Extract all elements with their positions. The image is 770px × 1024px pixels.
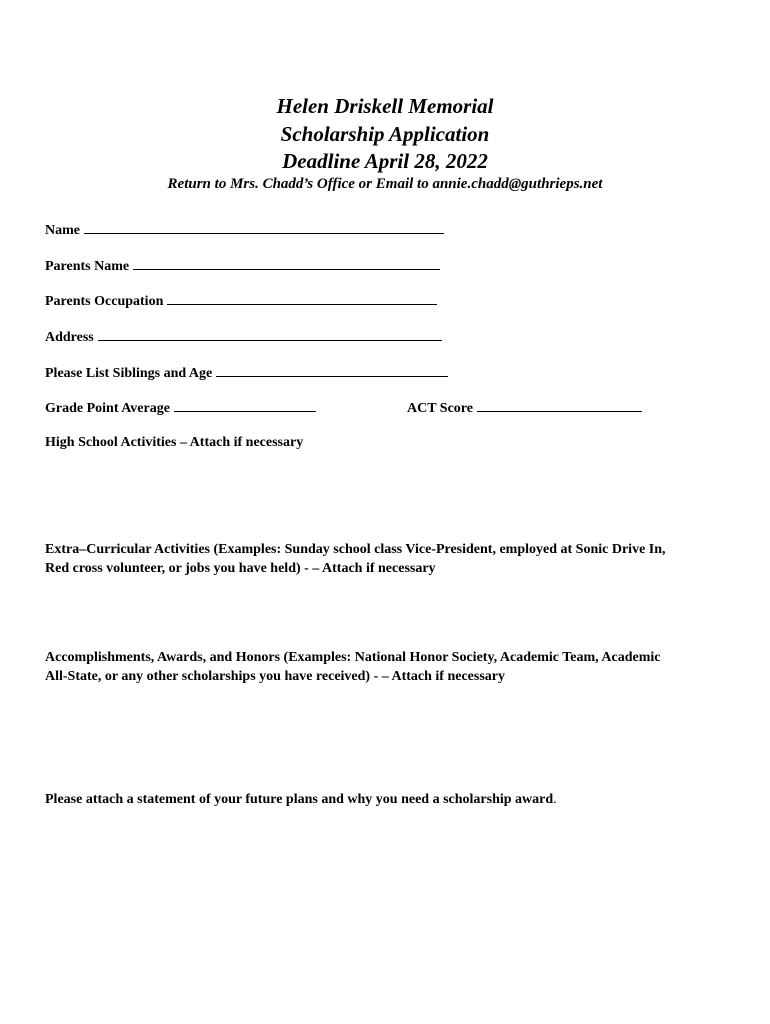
name-row [45, 220, 444, 239]
parents-name-row [45, 256, 440, 275]
accomplishments-line-1: Accomplishments, Awards, and Honors (Examples: National Honor Society, Academic Team, Academic [45, 650, 661, 665]
address-row [45, 327, 442, 346]
parents-occupation-row [45, 291, 437, 310]
parents-occupation-label: Parents Occupation [45, 294, 164, 309]
gpa-blank-line[interactable] [174, 398, 316, 412]
siblings-row [45, 363, 448, 382]
accomplishments-line-2: All-State, or any other scholarships you have received) - – Attach if necessary [45, 669, 506, 684]
act-row [407, 398, 642, 417]
siblings-label: Please List Siblings and Age [45, 366, 213, 381]
accomplishments-heading [45, 648, 735, 686]
parents-occupation-blank-line[interactable] [167, 291, 437, 305]
address-label: Address [45, 330, 94, 345]
extracurricular-heading [45, 540, 735, 578]
name-blank-line[interactable] [84, 220, 444, 234]
parents-name-blank-line[interactable] [133, 256, 440, 270]
parents-name-label: Parents Name [45, 259, 130, 274]
act-label: ACT Score [407, 401, 473, 416]
address-blank-line[interactable] [98, 327, 442, 341]
high-school-activities-heading: High School Activities – Attach if necessary [45, 435, 304, 450]
title-line-1: Helen Driskell Memorial [276, 94, 494, 118]
name-label: Name [45, 223, 80, 238]
form-title [0, 93, 770, 176]
future-plans-statement [45, 790, 735, 809]
extracurricular-line-2: Red cross volunteer, or jobs you have held) - – Attach if necessary [45, 561, 436, 576]
gpa-row [45, 398, 316, 417]
future-plans-period: . [553, 792, 557, 807]
return-instructions: Return to Mrs. Chadd’s Office or Email to annie.chadd@guthrieps.net [167, 176, 603, 192]
act-blank-line[interactable] [477, 398, 642, 412]
gpa-label: Grade Point Average [45, 401, 170, 416]
extracurricular-line-1: Extra–Curricular Activities (Examples: Sunday school class Vice-President, employed at Sonic Drive In, [45, 542, 666, 557]
siblings-blank-line[interactable] [216, 363, 448, 377]
title-line-3-deadline: Deadline April 28, 2022 [282, 149, 488, 173]
title-line-2: Scholarship Application [280, 121, 490, 146]
future-plans-text: Please attach a statement of your future plans and why you need a scholarship award [45, 792, 554, 807]
